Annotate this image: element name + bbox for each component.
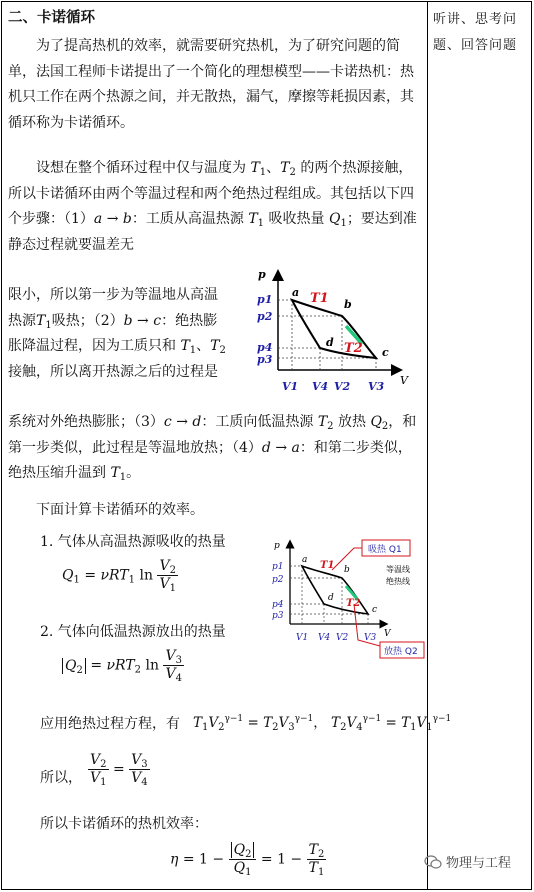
v2-label: V2 [334, 380, 351, 393]
pv-diagram-1 [254, 266, 414, 398]
legend-isothermal: 等温线 [386, 565, 410, 574]
column-divider [427, 1, 428, 890]
paragraph-steps-narrow: 限小，所以第一步为等温地从高温 热源$T_1$吸热；（2）b → c：绝热膨 胀降温过程，因为工质只和 $T_1$、$T_2$ 接触，所以离开热源之后的过程是 [8, 287, 226, 380]
point-a: a [292, 286, 300, 299]
axis-v-label-2: V [384, 629, 391, 639]
release-label: 放热 Q2 [384, 647, 418, 657]
point-b: b [344, 298, 352, 311]
formula-q1: $Q_1 = \nu RT_1$ ln $\frac{V_2}{V_1}$ [62, 558, 176, 594]
point-b-2: b [344, 565, 350, 575]
point-d-2: d [328, 593, 334, 603]
v4-label: V4 [312, 380, 329, 393]
item-1: 1. 气体从高温热源吸收的热量 [40, 534, 226, 550]
p1-label: p1 [257, 293, 273, 306]
efficiency-label: 所以卡诺循环的热机效率： [40, 816, 208, 832]
formula-efficiency: η = 1 − $\frac{Q_2}{Q_1}$ = 1 − $\frac{T_2}{T_1}$ [170, 842, 325, 878]
formula-adiabatic: $T_1V_2^{\gamma-1} = T_2V_3^{\gamma-1}$， $T_2V_4^{\gamma-1} = T_1V_1^{\gamma-1}$ [193, 714, 452, 733]
p3-label-2: p3 [272, 611, 284, 621]
v1-label: V1 [282, 380, 299, 393]
t2-label-2: T2 [346, 598, 361, 609]
p3-label: p3 [257, 353, 273, 366]
formula-q2: $Q_2 = \nu RT_2$ ln $\frac{V_3}{V_4}$ [62, 648, 184, 683]
paragraph-steps-end: 系统对外绝热膨胀；（3）c → d：工质向低温热源 $T_2$ 放热 $Q_2$，和第一步类似，此过程是等温地放热；（4）d → a：和第二步类似，绝热压缩升温到 $T_1$。 [8, 414, 417, 483]
p2-label-2: p2 [272, 575, 284, 585]
watermark-text: 物理与工程 [446, 856, 512, 871]
legend-adiabatic: 绝热线 [386, 577, 410, 586]
point-d: d [326, 336, 334, 349]
axis-v-label: V [400, 374, 408, 387]
v3-label: V3 [368, 380, 385, 393]
adiabatic-line: 应用绝热过程方程，有 [40, 716, 180, 732]
t2-label: T2 [344, 341, 363, 356]
side-note: 听讲、思考问题、回答问题 [433, 12, 518, 53]
p4-label-2: p4 [272, 600, 284, 610]
p1-label-2: p1 [272, 562, 284, 572]
point-a-2: a [302, 555, 308, 565]
t1-label: T1 [310, 291, 329, 306]
t1-label-2: T1 [320, 560, 335, 571]
paragraph-steps: 设想在整个循环过程中仅与温度为 $T_1$、$T_2$ 的两个热源接触，所以卡诺循环由两个等温过程和两个绝热过程组成。其包括以下四个步骤：（1）a → b：工质从高温热源 $T_1$ 吸收热量 $Q_1$；要达到准静态过程就要温差无 [8, 160, 417, 253]
axis-p-label: p [258, 268, 266, 281]
item-2: 2. 气体向低温热源放出的热量 [40, 624, 226, 640]
v3-label-2: V3 [364, 633, 377, 643]
formula-volume-ratio: $\frac{V_2}{V_1}$ = $\frac{V_3}{V_4}$ [90, 752, 148, 788]
p4-label: p4 [257, 341, 273, 354]
wechat-icon [424, 855, 442, 869]
watermark [424, 852, 511, 871]
paragraph-efficiency-intro: 下面计算卡诺循环的效率。 [36, 502, 204, 518]
v4-label-2: V4 [318, 633, 331, 643]
point-c-2: c [372, 605, 378, 615]
section-heading: 二、卡诺循环 [8, 10, 95, 26]
therefore-label: 所以， [40, 770, 82, 786]
v1-label-2: V1 [296, 633, 309, 643]
v2-label-2: V2 [336, 633, 349, 643]
pv-diagram-2 [268, 536, 428, 666]
absorb-label: 吸热 Q1 [368, 545, 402, 555]
point-c: c [382, 346, 389, 359]
p2-label: p2 [257, 310, 273, 323]
paragraph-intro: 为了提高热机的效率，就需要研究热机，为了研究问题的简单，法国工程师卡诺提出了一个简化的理想模型——卡诺热机：热机只工作在两个热源之间，并无散热，漏气，摩擦等耗损因素，其循环称为卡诺循环。 [8, 38, 414, 131]
axis-p-label-2: p [274, 541, 280, 551]
